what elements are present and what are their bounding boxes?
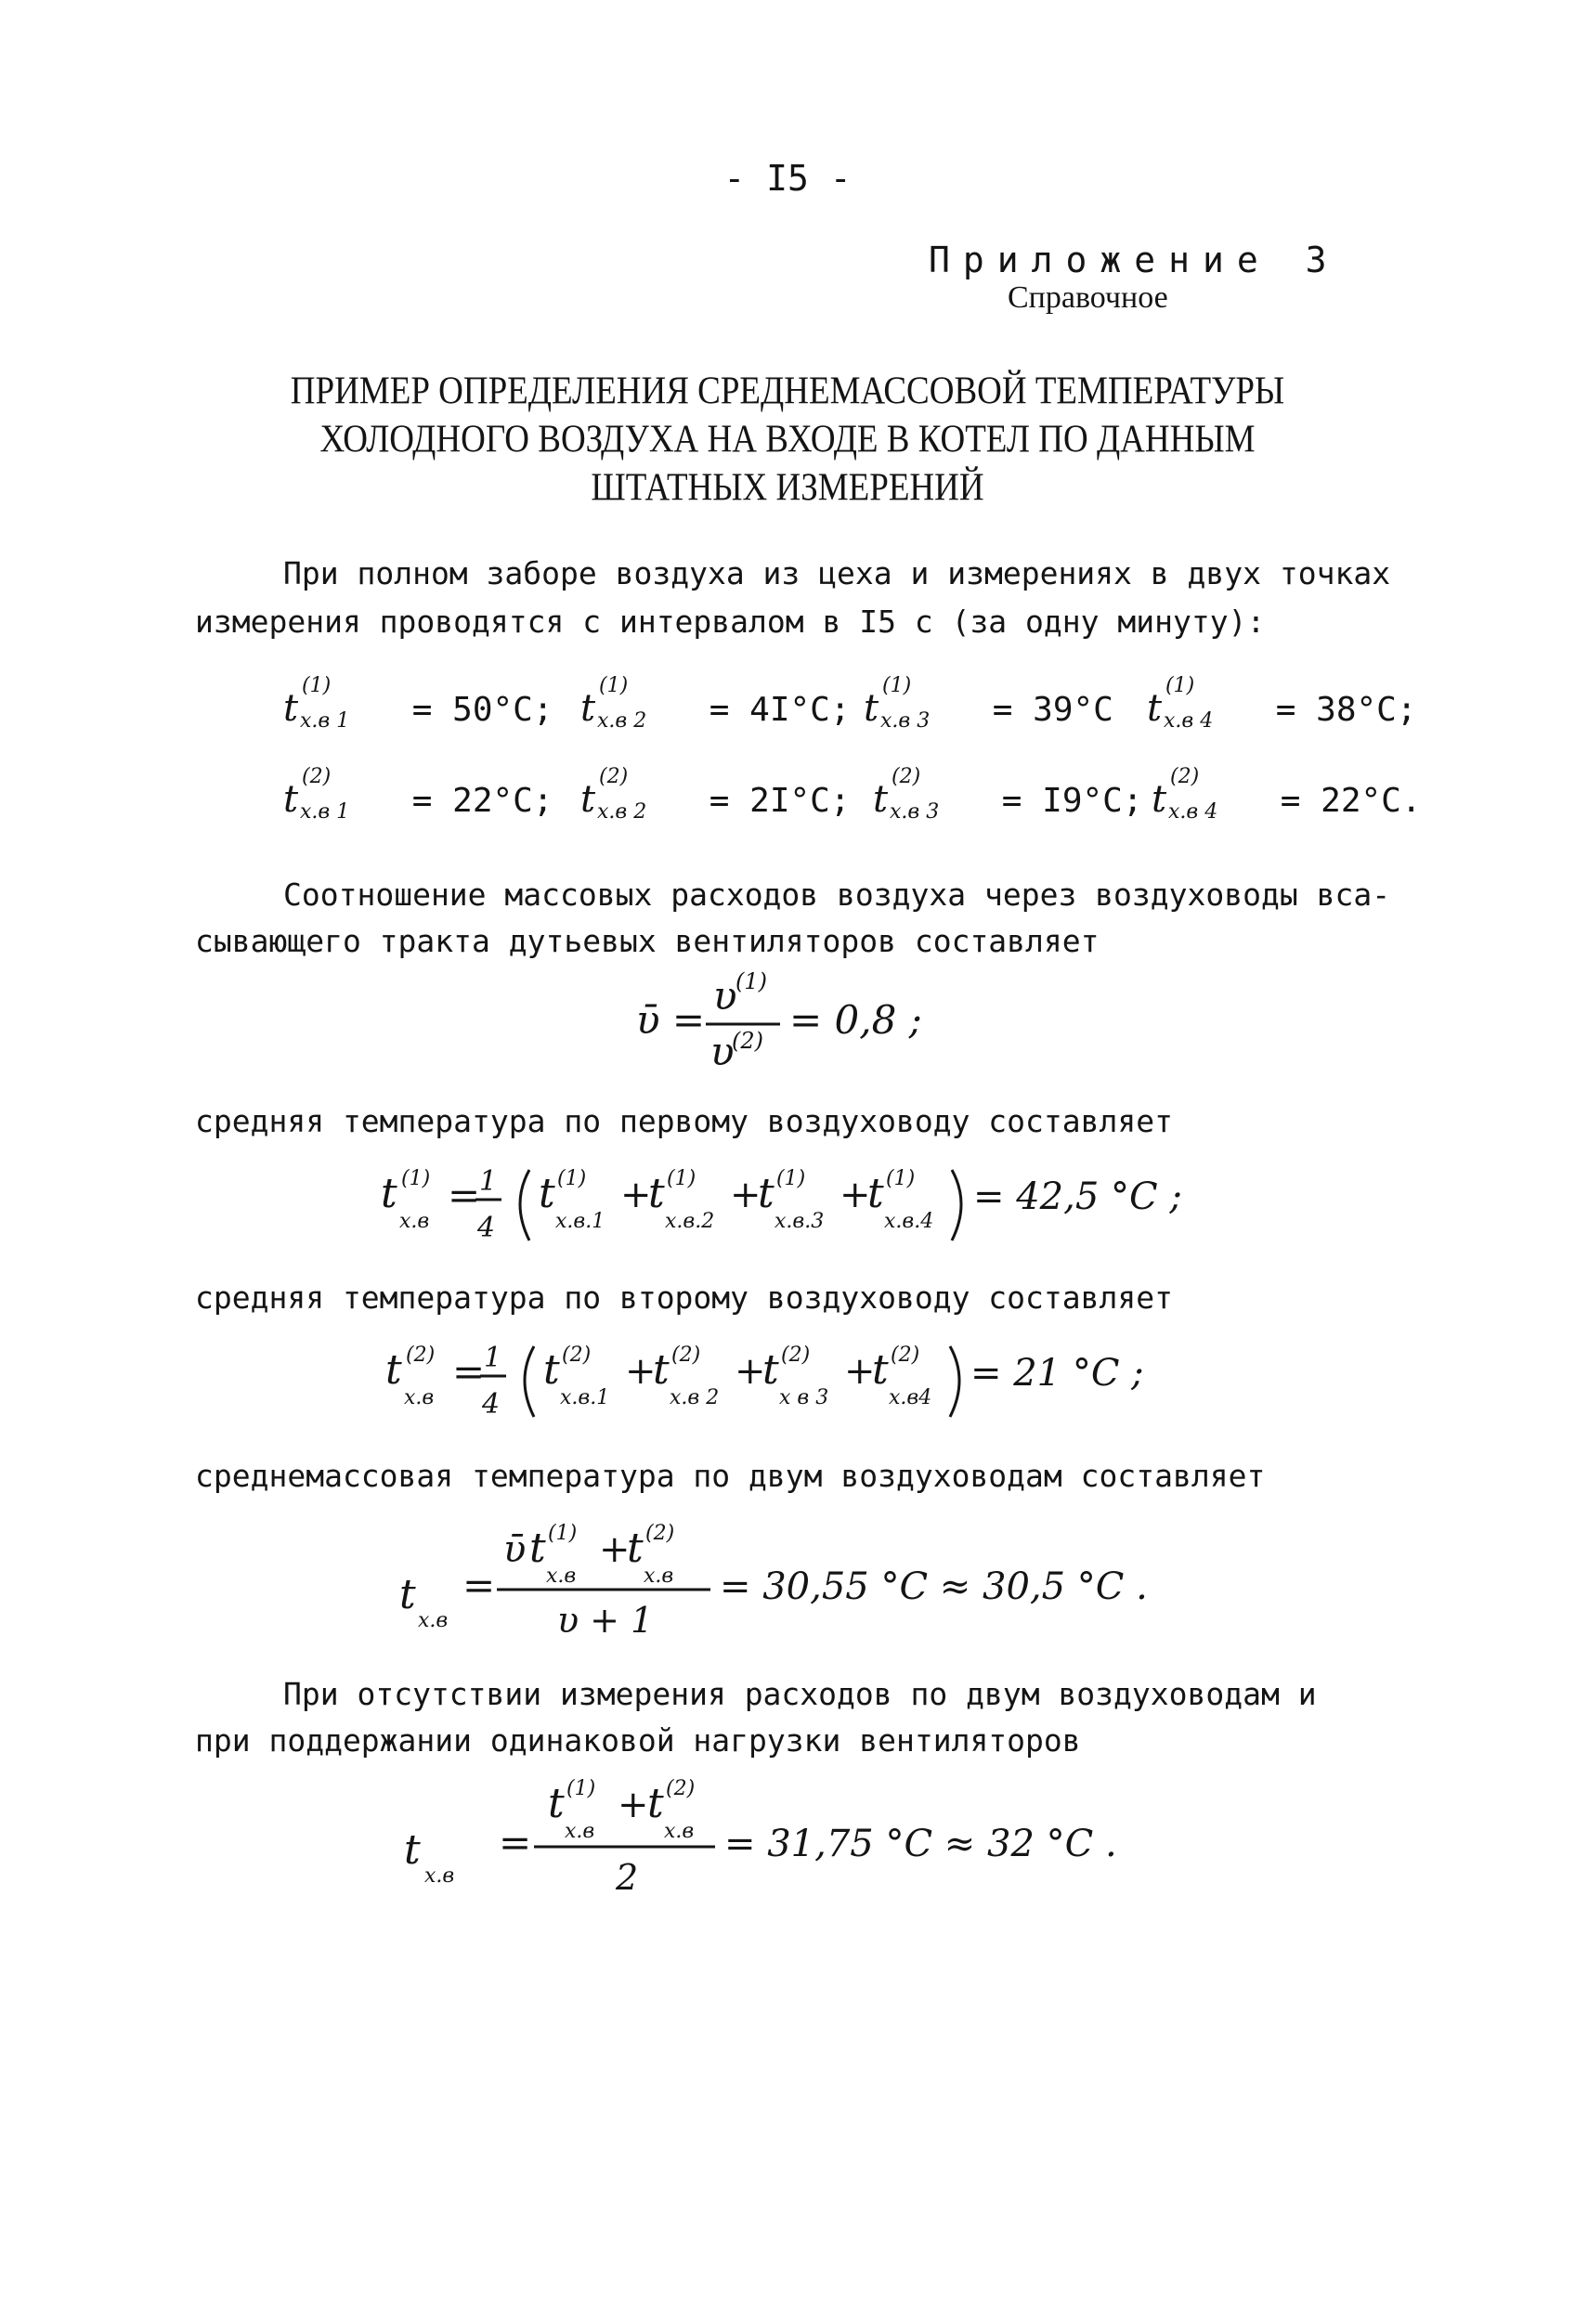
svg-text:х.в: х.в xyxy=(546,1564,577,1588)
svg-text:х.в: х.в xyxy=(424,1864,455,1888)
nomeasure-formula xyxy=(395,1759,1138,1899)
measurement-t2-4: t (2) х.в 4 = 22°С. xyxy=(1152,765,1422,824)
svg-text:х.в.1: х.в.1 xyxy=(560,1386,610,1409)
svg-text:t: t xyxy=(647,1780,664,1827)
title-line-2: ХОЛОДНОГО ВОЗДУХА НА ВХОДЕ В КОТЕЛ ПО ДАННЫМ xyxy=(319,417,1256,462)
svg-text:+: + xyxy=(840,1174,871,1216)
measurement-t2-1: t (2) х.в 1 = 22°С; xyxy=(283,765,553,824)
svg-text:(1): (1) xyxy=(566,1777,596,1800)
svg-text:х.в4: х.в4 xyxy=(889,1386,932,1409)
measurement-t1-3: t (1) х.в 3 = 39°С xyxy=(864,674,1113,733)
svg-text:t: t xyxy=(648,1170,665,1217)
svg-text:t: t xyxy=(539,1170,555,1217)
svg-text:1: 1 xyxy=(479,1165,498,1198)
svg-text:1: 1 xyxy=(484,1342,502,1374)
svg-text:х.в 2: х.в 2 xyxy=(670,1386,720,1409)
svg-text:υ: υ xyxy=(713,973,737,1019)
svg-text:υ: υ xyxy=(710,1029,735,1074)
measurement-t2-2: t (2) х.в 2 = 2I°С; xyxy=(580,765,851,824)
svg-text:t: t xyxy=(543,1346,560,1394)
svg-text:(1): (1) xyxy=(557,1167,587,1190)
intro-line-1: При полном заборе воздуха из цеха и измерениях в двух точках xyxy=(283,555,1391,591)
ratio-line-2: сывающего тракта дутьевых вентиляторов составляет xyxy=(195,923,1100,959)
svg-text:х.в: х.в xyxy=(404,1386,435,1409)
svg-text:+: + xyxy=(599,1528,631,1571)
svg-text:х.в: х.в xyxy=(644,1564,674,1588)
svg-text:=: = xyxy=(448,1173,481,1218)
svg-text:+: + xyxy=(625,1350,657,1393)
svg-text:(1): (1) xyxy=(401,1167,431,1190)
svg-text:t: t xyxy=(627,1525,644,1572)
svg-text:t: t xyxy=(529,1525,546,1572)
svg-text:t: t xyxy=(548,1780,565,1827)
svg-text:t: t xyxy=(867,1170,884,1217)
svg-text:t: t xyxy=(381,1170,397,1217)
avg2-formula xyxy=(376,1328,1212,1439)
svg-text:ῡ =: ῡ = xyxy=(636,997,706,1043)
svg-text:t: t xyxy=(758,1170,774,1217)
svg-text:t: t xyxy=(404,1826,421,1874)
title-line-1: ПРИМЕР ОПРЕДЕЛЕНИЯ СРЕДНЕМАССОВОЙ ТЕМПЕРАТУРЫ xyxy=(290,369,1285,414)
svg-text:+: + xyxy=(620,1174,652,1216)
svg-text:(2): (2) xyxy=(891,1344,920,1367)
svg-text:=: = xyxy=(452,1349,486,1395)
svg-text:t: t xyxy=(762,1346,779,1394)
svg-text:(2): (2) xyxy=(666,1777,696,1800)
nomeasure-line-2: при поддержании одинаковой нагрузки вентиляторов xyxy=(195,1722,1081,1759)
svg-text:ῡ: ῡ xyxy=(503,1528,527,1571)
svg-text:t: t xyxy=(872,1346,889,1394)
measurement-t1-2: t (1) х.в 2 = 4I°С; xyxy=(580,674,851,733)
svg-text:х.в.4: х.в.4 xyxy=(884,1210,934,1233)
massavg-text: среднемассовая температура по двум воздуховодам составляет xyxy=(195,1458,1266,1494)
svg-text:х.в: х.в xyxy=(664,1820,695,1843)
svg-text:= 0,8 ;: = 0,8 ; xyxy=(789,997,922,1043)
title-line-3: ШТАТНЫХ ИЗМЕРЕНИЙ xyxy=(591,465,984,511)
svg-text:(1): (1) xyxy=(667,1167,696,1190)
massavg-formula xyxy=(390,1504,1226,1643)
svg-text:t: t xyxy=(653,1346,670,1394)
avg2-text: средняя температура по второму воздуховоду составляет xyxy=(195,1279,1173,1316)
svg-text:(2): (2) xyxy=(562,1344,592,1367)
intro-line-2: измерения проводятся с интервалом в I5 с (за одну минуту): xyxy=(195,604,1266,640)
measurement-t2-3: t (2) х.в 3 = I9°С; xyxy=(873,765,1143,824)
avg1-formula xyxy=(371,1151,1207,1263)
ratio-line-1: Соотношение массовых расходов воздуха через воздуховоды вса- xyxy=(283,876,1391,913)
ratio-formula xyxy=(613,961,947,1077)
svg-text:=: = xyxy=(499,1820,532,1865)
svg-text:= 30,55 °С ≈ 30,5 °С .: = 30,55 °С ≈ 30,5 °С . xyxy=(720,1565,1148,1608)
svg-text:(1): (1) xyxy=(735,968,767,994)
svg-text:(2): (2) xyxy=(645,1522,675,1545)
svg-text:(1): (1) xyxy=(548,1522,578,1545)
svg-text:х.в: х.в xyxy=(418,1609,449,1632)
svg-text:t: t xyxy=(399,1571,416,1618)
svg-text:х в 3: х в 3 xyxy=(779,1386,829,1409)
page-number: - I5 - xyxy=(723,158,852,199)
appendix-label: Приложение 3 xyxy=(929,240,1340,280)
svg-text:= 42,5 °С ;: = 42,5 °С ; xyxy=(973,1175,1182,1218)
measurement-t1-4: t (1) х.в 4 = 38°С; xyxy=(1147,674,1417,733)
svg-text:х.в: х.в xyxy=(399,1210,430,1233)
svg-text:х.в.1: х.в.1 xyxy=(555,1210,605,1233)
svg-text:(2): (2) xyxy=(406,1344,436,1367)
svg-text:4: 4 xyxy=(482,1388,501,1421)
svg-text:υ + 1: υ + 1 xyxy=(557,1600,654,1641)
svg-text:+: + xyxy=(844,1350,876,1393)
svg-text:(2): (2) xyxy=(781,1344,811,1367)
svg-text:= 21 °С ;: = 21 °С ; xyxy=(970,1352,1144,1395)
svg-text:4: 4 xyxy=(477,1212,496,1244)
svg-text:+: + xyxy=(618,1784,649,1826)
svg-text:= 31,75 °С ≈ 32 °С .: = 31,75 °С ≈ 32 °С . xyxy=(724,1823,1117,1865)
svg-text:х.в: х.в xyxy=(565,1820,595,1843)
svg-text:х.в.3: х.в.3 xyxy=(774,1210,825,1233)
appendix-type: Справочное xyxy=(1008,280,1168,315)
nomeasure-line-1: При отсутствии измерения расходов по двум воздуховодам и xyxy=(283,1676,1317,1712)
svg-text:(1): (1) xyxy=(776,1167,806,1190)
svg-text:(2): (2) xyxy=(671,1344,701,1367)
svg-text:+: + xyxy=(730,1174,761,1216)
svg-text:=: = xyxy=(462,1563,496,1608)
svg-text:(1): (1) xyxy=(886,1167,916,1190)
svg-text:2: 2 xyxy=(616,1857,639,1898)
svg-text:х.в.2: х.в.2 xyxy=(665,1210,715,1233)
svg-text:t: t xyxy=(385,1346,402,1394)
avg1-text: средняя температура по первому воздуховоду составляет xyxy=(195,1103,1173,1139)
svg-text:(2): (2) xyxy=(732,1028,763,1054)
measurement-t1-1: t (1) х.в 1 = 50°С; xyxy=(283,674,553,733)
svg-text:+: + xyxy=(735,1350,766,1393)
